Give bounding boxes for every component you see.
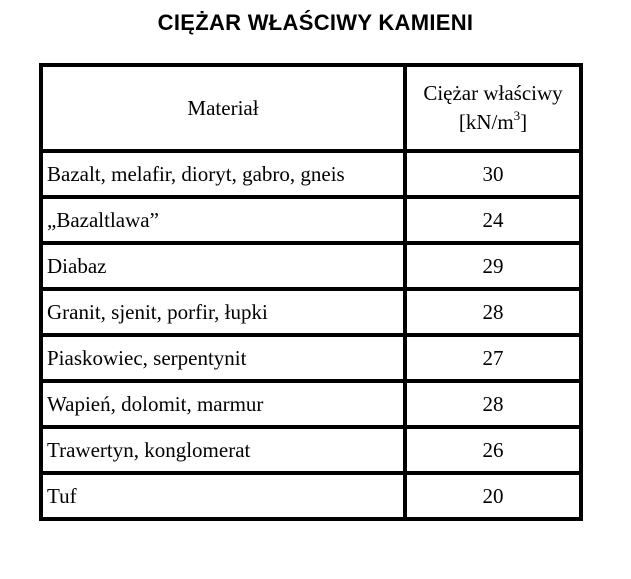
weight-unit: [407, 108, 579, 137]
table-row: [41, 473, 581, 519]
table-row: [41, 289, 581, 335]
material-cell: Bazalt, melafir, dioryt, gabro, gneis: [41, 151, 405, 197]
weight-cell: 29: [405, 243, 581, 289]
material-cell: Tuf: [41, 473, 405, 519]
weight-column-header: [405, 65, 581, 151]
table-row: [41, 381, 581, 427]
material-column-header: Materiał: [41, 65, 405, 151]
unit-exponent: 3: [513, 108, 521, 123]
material-cell: „Bazaltlawa”: [41, 197, 405, 243]
weight-cell: 24: [405, 197, 581, 243]
weight-cell: 26: [405, 427, 581, 473]
material-cell: Trawertyn, konglomerat: [41, 427, 405, 473]
page-title: CIĘŻAR WŁAŚCIWY KAMIENI: [157, 10, 474, 35]
material-cell: Wapień, dolomit, marmur: [41, 381, 405, 427]
table-row: [41, 427, 581, 473]
table-row: [41, 243, 581, 289]
material-cell: Piaskowiec, serpentynit: [41, 335, 405, 381]
weight-cell: 20: [405, 473, 581, 519]
weight-column-label: Ciężar właściwy: [423, 81, 563, 105]
table-row: [41, 197, 581, 243]
weight-cell: 28: [405, 381, 581, 427]
unit-prefix: [kN/m: [458, 110, 514, 134]
table-row: [41, 335, 581, 381]
table-header-row: [41, 65, 581, 151]
specific-weight-table: [39, 63, 583, 521]
weight-cell: 27: [405, 335, 581, 381]
weight-cell: 28: [405, 289, 581, 335]
weight-cell: 30: [405, 151, 581, 197]
unit-suffix: ]: [520, 110, 528, 134]
material-cell: Diabaz: [41, 243, 405, 289]
table-row: [41, 151, 581, 197]
material-cell: Granit, sjenit, porfir, łupki: [41, 289, 405, 335]
